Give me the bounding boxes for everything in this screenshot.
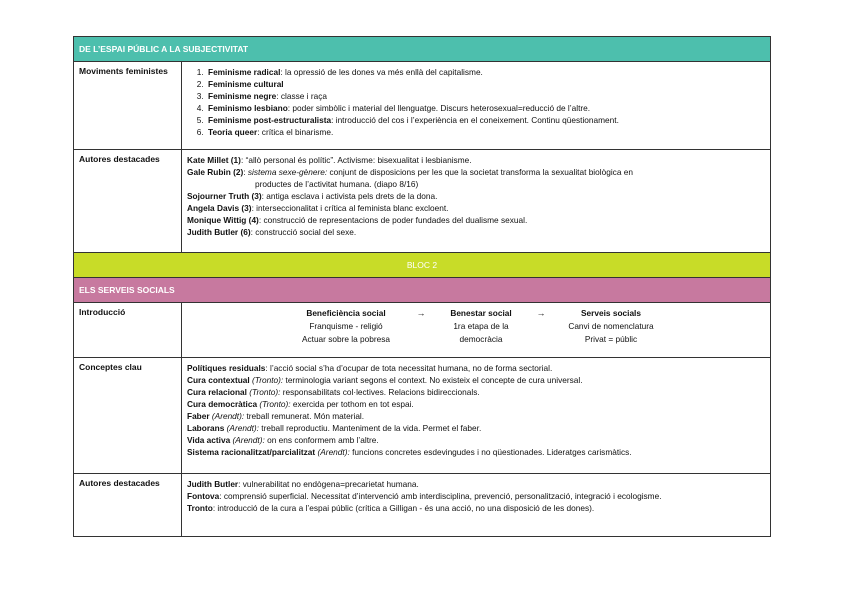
text-line: Sistema racionalitzat/parcialitzat (Arendt): funcions concretes esdevingudes i no qüestionades. Lideratges carismàtics. <box>187 447 632 457</box>
text-line: productes de l’activitat humana. (diapo 8/16) <box>255 179 419 189</box>
row-label: Conceptes clau <box>74 358 182 473</box>
text-line: Monique Wittig (4): construcció de representacions de poder fundades del dualisme sexual. <box>187 215 528 225</box>
text-line: Cura relacional (Tronto): responsabilitats col·lectives. Relacions bidireccionals. <box>187 387 480 397</box>
text-line: Gale Rubin (2): sistema sexe-gènere: conjunt de disposicions per les que la societat transforma la sexualitat biològica en <box>187 167 633 177</box>
text-line: Laborans (Arendt): treball reproductiu. Manteniment de la vida. Permet el faber. <box>187 423 482 433</box>
text-line: Vida activa (Arendt): on ens conformem amb l’altre. <box>187 435 379 445</box>
intro-column: Benestar social 1ra etapa de la democràcia <box>450 308 512 344</box>
row-content <box>182 150 770 252</box>
row-content <box>182 474 770 536</box>
text-line: Judith Butler (6): construcció social del sexe. <box>187 227 357 237</box>
notes-table <box>73 36 771 537</box>
moviments-list <box>187 66 765 138</box>
text-line: Polítiques residuals: l’acció social s’ha d’ocupar de tota necessitat humana, no de forma sectorial. <box>187 363 553 373</box>
section-header-row <box>74 278 770 303</box>
text-line: Angela Davis (3): interseccionalitat i crítica al feminista blanc excloent. <box>187 203 449 213</box>
list-item: 5. Feminisme post-estructuralista: introducció del cos i l’experiència en el coneixement. Continu qüestionament. <box>206 114 765 126</box>
text-line: Tronto: introducció de la cura a l’espai públic (crítica a Gilligan - és una acció, no una disposició de les dones). <box>187 503 595 513</box>
intro-flow <box>187 307 765 346</box>
text-line: Judith Butler: vulnerabilitat no endògena=precarietat humana. <box>187 479 419 489</box>
row-content <box>182 303 770 357</box>
row-label: Introducció <box>74 303 182 357</box>
list-item: 4. Feminismo lesbiano: poder simbòlic i material del llenguatge. Discurs heterosexual=reducció de l’altre. <box>206 102 765 114</box>
autores-row <box>74 150 770 253</box>
list-item: 2. Feminisme cultural <box>206 78 765 90</box>
text-line: Fontova: comprensió superficial. Necessitat d’intervenció amb interdisciplina, prevenció, personalització, integració i ecologisme. <box>187 491 662 501</box>
row-label: Autores destacades <box>74 474 182 536</box>
list-item: 6. Teoria queer: crítica el binarisme. <box>206 126 765 138</box>
section-title: ELS SERVEIS SOCIALS <box>74 278 770 302</box>
autores-row <box>74 474 770 536</box>
bloc-row <box>74 253 770 278</box>
section-title: DE L’ESPAI PÚBLIC A LA SUBJECTIVITAT <box>74 37 770 61</box>
text-line: Cura democràtica (Tronto): exercida per tothom en tot espai. <box>187 399 414 409</box>
moviments-row <box>74 62 770 150</box>
arrow-icon: → <box>416 308 426 318</box>
arrow-icon: → <box>536 308 546 318</box>
intro-row <box>74 303 770 358</box>
intro-column: Beneficiència social Franquisme - religió Actuar sobre la pobresa <box>301 308 391 344</box>
row-label: Autores destacades <box>74 150 182 252</box>
row-content <box>182 358 770 473</box>
list-item: 1. Feminisme radical: la opressió de les dones va més enllà del capitalisme. <box>206 66 765 78</box>
section-header-row <box>74 37 770 62</box>
bloc-title: BLOC 2 <box>74 253 770 277</box>
text-line: Kate Millet (1): “allò personal és polític”. Activisme: bisexualitat i lesbianisme. <box>187 155 472 165</box>
list-item: 3. Feminisme negre: classe i raça <box>206 90 765 102</box>
conceptes-row <box>74 358 770 474</box>
row-content <box>182 62 770 149</box>
text-line: Cura contextual (Tronto): terminologia variant segons el context. No existeix el concepte de cura universal. <box>187 375 583 385</box>
text-line: Faber (Arendt): treball remunerat. Món material. <box>187 411 365 421</box>
row-label: Moviments feministes <box>74 62 182 149</box>
intro-column: Serveis socials Canvi de nomenclatura Privat = públic <box>568 308 654 344</box>
text-line: Sojourner Truth (3): antiga esclava i activista pels drets de la dona. <box>187 191 438 201</box>
